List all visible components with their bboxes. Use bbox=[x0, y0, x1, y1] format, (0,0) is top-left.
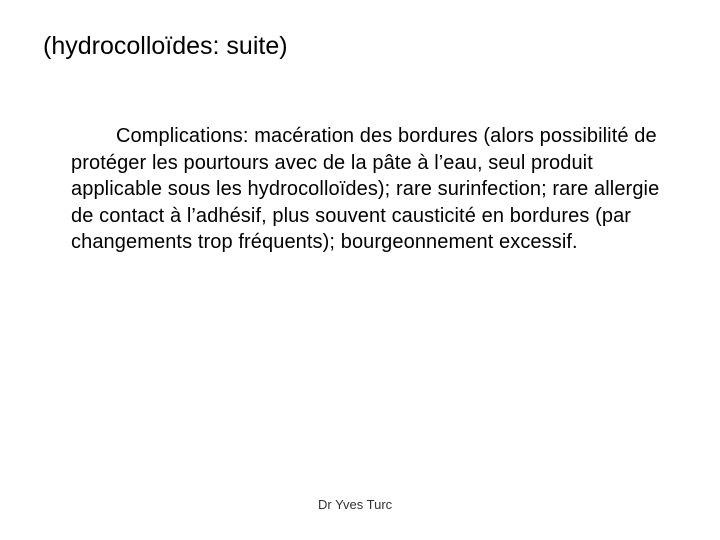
footer-author: Dr Yves Turc bbox=[318, 497, 393, 512]
body-paragraph: Complications: macération des bordures (alors possibilité de protéger les pourtours avec de la pâte à l’eau, seul produit applicable sous les hydrocolloïdes); rare surinfection; rare allergie de contact à l’adhésif, plus souvent causticité en bordures (par changements trop fréquents); bourgeonnement excessif. bbox=[71, 125, 660, 253]
slide-title: (hydrocolloïdes: suite) bbox=[43, 32, 288, 60]
